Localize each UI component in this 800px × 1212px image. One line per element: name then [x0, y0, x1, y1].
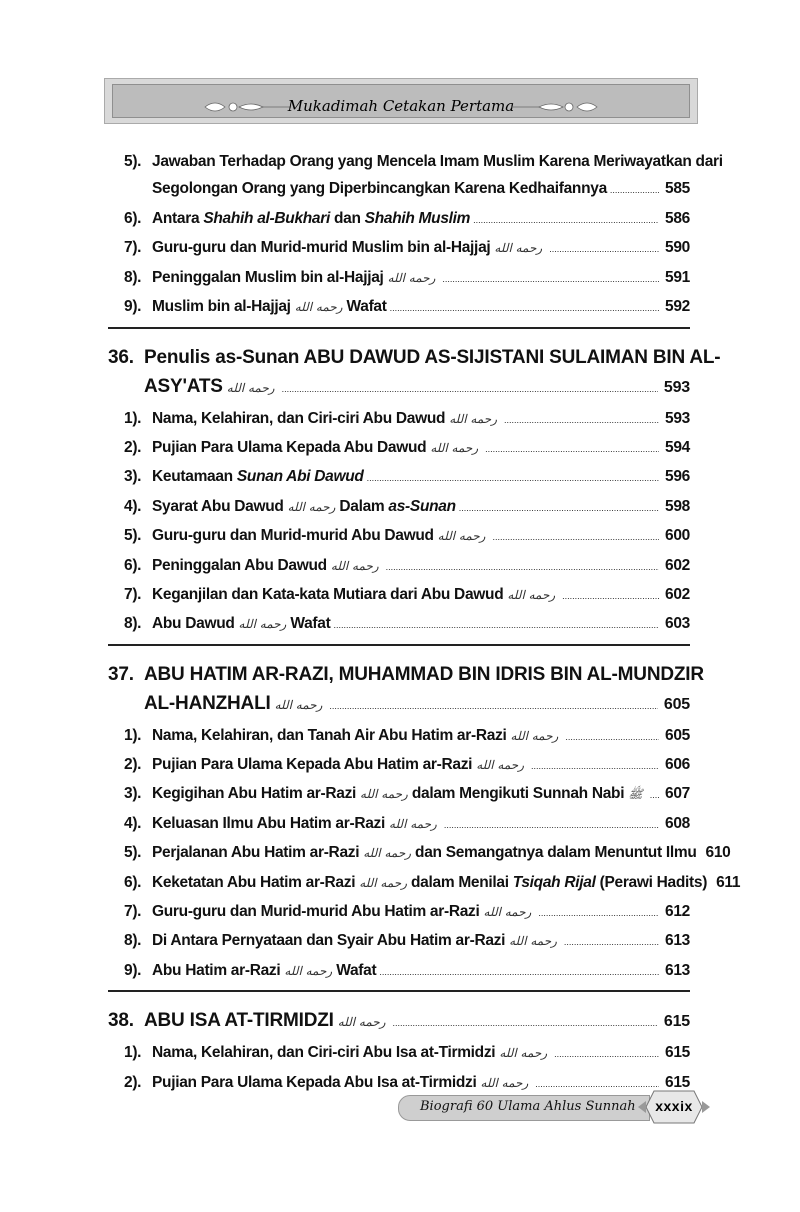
toc-entry[interactable] — [108, 551, 690, 580]
entry-label: Kegigihan Abu Hatim ar-Razi — [152, 785, 357, 803]
dot-leader — [444, 809, 659, 840]
honorific-icon: رحمه الله — [509, 934, 557, 949]
entry-number: 7). — [124, 239, 142, 257]
entry-number: 2). — [124, 756, 142, 774]
dot-leader — [610, 175, 659, 204]
toc-entry[interactable] — [108, 462, 690, 491]
dot-leader — [564, 926, 659, 957]
honorific-icon: رحمه الله — [449, 411, 497, 426]
entry-label: Antara — [152, 210, 204, 227]
toc-entry[interactable] — [108, 609, 690, 638]
entry-label-mid: dan — [330, 210, 365, 227]
entry-page: 607 — [665, 785, 690, 803]
section-title-cont: AL-HANZHALI — [144, 692, 271, 714]
section-heading-37[interactable] — [108, 656, 704, 721]
entry-label-after: dan Semangatnya dalam Menuntut Ilmu — [415, 844, 697, 862]
toc-entry[interactable] — [108, 521, 690, 550]
entry-number: 4). — [124, 497, 142, 515]
entry-number: 5). — [124, 153, 142, 170]
toc-entry[interactable] — [108, 897, 690, 926]
entry-label-after: Wafat — [290, 615, 331, 633]
section-divider — [108, 327, 690, 329]
dot-leader — [459, 492, 659, 523]
entry-number: 6). — [124, 210, 142, 227]
section-heading-38[interactable] — [108, 1002, 690, 1038]
toc-entry[interactable] — [108, 204, 690, 233]
entry-label: Muslim bin al-Hajjaj — [152, 298, 291, 316]
footer-book-title: Biografi 60 Ulama Ahlus Sunnah — [420, 1099, 636, 1114]
honorific-icon: رحمه الله — [430, 440, 479, 455]
section-title-cont: ASY'ATS — [144, 375, 223, 397]
dot-leader — [554, 1038, 659, 1069]
entry-label-after: dalam Menilai — [411, 873, 513, 891]
honorific-icon: رحمه الله — [226, 380, 275, 395]
section-title: ABU HATIM AR-RAZI, MUHAMMAD BIN IDRIS BIN AL-MUNDZIR — [144, 663, 704, 685]
section-number: 38. — [108, 1010, 134, 1032]
entry-page: 590 — [665, 239, 690, 257]
entry-page: 612 — [665, 903, 690, 921]
entry-label: Perjalanan Abu Hatim ar-Razi — [152, 844, 360, 862]
dot-leader — [367, 462, 659, 493]
entry-label-post: (Perawi Hadits) — [595, 873, 708, 891]
dot-leader — [562, 580, 659, 611]
toc-entry[interactable] — [108, 926, 690, 955]
entry-number: 6). — [124, 873, 142, 891]
entry-number: 6). — [124, 556, 142, 574]
entry-label: Pujian Para Ulama Kepada Abu Hatim ar-Razi — [152, 756, 473, 774]
entry-label: Syarat Abu Dawud — [152, 497, 284, 515]
dot-leader — [565, 721, 659, 752]
entry-number: 2). — [124, 438, 142, 456]
running-header — [104, 78, 698, 124]
honorific-icon: رحمه الله — [387, 270, 436, 285]
entry-page: 615 — [665, 1073, 690, 1091]
salawat-icon: ﷺ — [628, 787, 643, 802]
entry-page: 598 — [665, 497, 690, 515]
entry-label: Pujian Para Ulama Kepada Abu Isa at-Tirmidzi — [152, 1073, 477, 1091]
dot-leader — [473, 204, 659, 235]
dot-leader — [333, 609, 659, 640]
honorific-icon: رحمه الله — [287, 499, 336, 514]
entry-page: 592 — [665, 298, 690, 316]
toc-entry[interactable] — [108, 1038, 690, 1067]
entry-label: Guru-guru dan Murid-murid Abu Dawud — [152, 527, 434, 545]
honorific-icon: رحمه الله — [274, 697, 323, 712]
dot-leader — [504, 404, 659, 435]
entry-label: Abu Hatim ar-Razi — [152, 961, 281, 979]
entry-number: 1). — [124, 409, 142, 427]
toc-entry[interactable] — [108, 580, 690, 609]
honorific-icon: رحمه الله — [389, 816, 437, 831]
toc-entry[interactable] — [108, 404, 690, 433]
entry-page: 603 — [665, 615, 690, 633]
entry-label-after: dalam Mengikuti Sunnah Nabi — [411, 785, 625, 803]
entry-label: Peninggalan Muslim bin al-Hajjaj — [152, 268, 384, 286]
entry-label: Nama, Kelahiran, dan Ciri-ciri Abu Dawud — [152, 409, 446, 427]
entry-number: 9). — [124, 298, 142, 316]
honorific-icon: رحمه الله — [363, 846, 412, 861]
toc-entry[interactable] — [108, 721, 690, 750]
section-divider — [108, 990, 690, 992]
dot-leader — [442, 263, 659, 294]
honorific-icon: رحمه الله — [284, 963, 333, 978]
entry-page: 593 — [665, 409, 690, 427]
entry-label: Abu Dawud — [152, 615, 235, 633]
toc-entry[interactable] — [108, 433, 690, 462]
dot-leader — [386, 551, 659, 582]
honorific-icon: رحمه الله — [238, 617, 287, 632]
entry-label: Keluasan Ilmu Abu Hatim ar-Razi — [152, 814, 386, 832]
entry-page: 608 — [665, 814, 690, 832]
toc-entry[interactable] — [108, 492, 690, 521]
entry-page: 600 — [665, 527, 690, 545]
honorific-icon: رحمه الله — [483, 905, 532, 920]
entry-page: 594 — [665, 438, 690, 456]
toc-entry[interactable] — [108, 148, 723, 204]
entry-label: Peninggalan Abu Dawud — [152, 556, 327, 574]
honorific-icon: رحمه الله — [359, 875, 408, 890]
entry-number: 3). — [124, 785, 142, 803]
entry-page: 596 — [665, 468, 690, 486]
entry-number: 5). — [124, 844, 142, 862]
entry-label: Keganjilan dan Kata-kata Mutiara dari Abu Dawud — [152, 585, 504, 603]
running-header-inner — [112, 84, 690, 118]
toc-entry[interactable] — [108, 868, 741, 897]
dot-leader — [492, 521, 659, 552]
entry-number: 8). — [124, 932, 142, 950]
dot-leader — [485, 433, 659, 464]
entry-italic: Shahih Muslim — [364, 210, 471, 227]
dot-leader — [538, 897, 659, 928]
entry-number: 1). — [124, 726, 142, 744]
entry-label: Nama, Kelahiran, dan Tanah Air Abu Hatim ar-Razi — [152, 726, 507, 744]
entry-page: 615 — [665, 1044, 690, 1062]
honorific-icon: رحمه الله — [476, 758, 524, 773]
toc-entry[interactable] — [108, 750, 690, 779]
entry-number: 4). — [124, 814, 142, 832]
toc-entry[interactable] — [108, 233, 690, 262]
toc-entry[interactable] — [108, 779, 690, 808]
honorific-icon: رحمه الله — [294, 300, 343, 315]
honorific-icon: رحمه الله — [337, 1015, 386, 1030]
entry-number: 3). — [124, 468, 142, 486]
entry-label-after: Wafat — [346, 298, 387, 316]
entry-number: 5). — [124, 527, 142, 545]
honorific-icon: رحمه الله — [437, 529, 486, 544]
dot-leader — [531, 750, 659, 781]
section-title: Penulis as-Sunan ABU DAWUD AS-SIJISTANI SULAIMAN BIN AL- — [144, 346, 721, 368]
dot-leader — [650, 779, 659, 810]
honorific-icon: رحمه الله — [499, 1046, 548, 1061]
honorific-icon: رحمه الله — [494, 241, 543, 256]
entry-italic: Shahih al-Bukhari — [203, 210, 330, 227]
section-page: 605 — [663, 695, 690, 713]
honorific-icon: رحمه الله — [330, 558, 379, 573]
entry-page: 606 — [665, 756, 690, 774]
section-title: ABU ISA AT-TIRMIDZI — [144, 1010, 334, 1032]
dot-leader — [549, 233, 659, 264]
section-page: 593 — [663, 378, 690, 396]
section-number: 36. — [108, 346, 134, 368]
entry-label-cont: Segolongan Orang yang Diperbincangkan Karena Kedhaifannya — [152, 180, 607, 197]
section-number: 37. — [108, 663, 134, 685]
dot-leader — [379, 956, 659, 987]
entry-label: Guru-guru dan Murid-murid Abu Hatim ar-Razi — [152, 903, 480, 921]
entry-label-after: Wafat — [336, 961, 377, 979]
entry-page: 585 — [665, 180, 690, 197]
header-title: Mukadimah Cetakan Pertama — [287, 97, 515, 115]
entry-label: Keketatan Abu Hatim ar-Razi — [152, 873, 356, 891]
dot-leader — [393, 1006, 658, 1038]
entry-label: Di Antara Pernyataan dan Syair Abu Hatim ar-Razi — [152, 932, 506, 950]
entry-page: 611 — [716, 873, 741, 891]
toc-entry[interactable] — [108, 838, 731, 867]
entry-number: 7). — [124, 903, 142, 921]
toc-entry[interactable] — [108, 809, 690, 838]
entry-number: 7). — [124, 585, 142, 603]
entry-page: 605 — [665, 726, 690, 744]
entry-label: Pujian Para Ulama Kepada Abu Dawud — [152, 438, 427, 456]
entry-page: 613 — [665, 932, 690, 950]
running-footer — [398, 1087, 716, 1127]
entry-label: Nama, Kelahiran, dan Ciri-ciri Abu Isa at-Tirmidzi — [152, 1044, 496, 1062]
dot-leader — [282, 372, 658, 404]
entry-label: Keutamaan — [152, 468, 237, 486]
honorific-icon: رحمه الله — [480, 1075, 529, 1090]
dot-leader — [390, 292, 659, 323]
entry-number: 2). — [124, 1073, 142, 1091]
toc-entry[interactable] — [108, 292, 690, 321]
entry-page: 610 — [705, 844, 731, 862]
toc-entry[interactable] — [108, 956, 690, 985]
entry-number: 8). — [124, 615, 142, 633]
entry-page: 613 — [665, 961, 690, 979]
entry-number: 1). — [124, 1044, 142, 1062]
section-page: 615 — [663, 1013, 690, 1031]
entry-italic: Sunan Abi Dawud — [236, 468, 364, 486]
honorific-icon: رحمه الله — [507, 587, 556, 602]
entry-number: 8). — [124, 268, 142, 286]
entry-page: 591 — [665, 268, 690, 286]
honorific-icon: رحمه الله — [510, 728, 559, 743]
page-number: xxxix — [655, 1098, 693, 1114]
section-divider — [108, 644, 690, 646]
section-heading-36[interactable] — [108, 339, 721, 404]
dot-leader — [329, 689, 658, 721]
entry-label: Guru-guru dan Murid-murid Muslim bin al-Hajjaj — [152, 239, 491, 257]
entry-page: 602 — [665, 585, 690, 603]
table-of-contents — [108, 148, 741, 1097]
right-ornament-icon — [509, 98, 599, 116]
entry-italic: as-Sunan — [388, 497, 456, 515]
entry-number: 9). — [124, 961, 142, 979]
entry-italic: Tsiqah Rijal — [512, 873, 596, 891]
entry-label-after: Dalam — [339, 497, 389, 515]
entry-label: Jawaban Terhadap Orang yang Mencela Imam Muslim Karena Meriwayatkan dari — [152, 153, 723, 170]
toc-entry[interactable] — [108, 263, 690, 292]
honorific-icon: رحمه الله — [360, 787, 408, 802]
entry-page: 602 — [665, 556, 690, 574]
entry-page: 586 — [665, 210, 690, 227]
